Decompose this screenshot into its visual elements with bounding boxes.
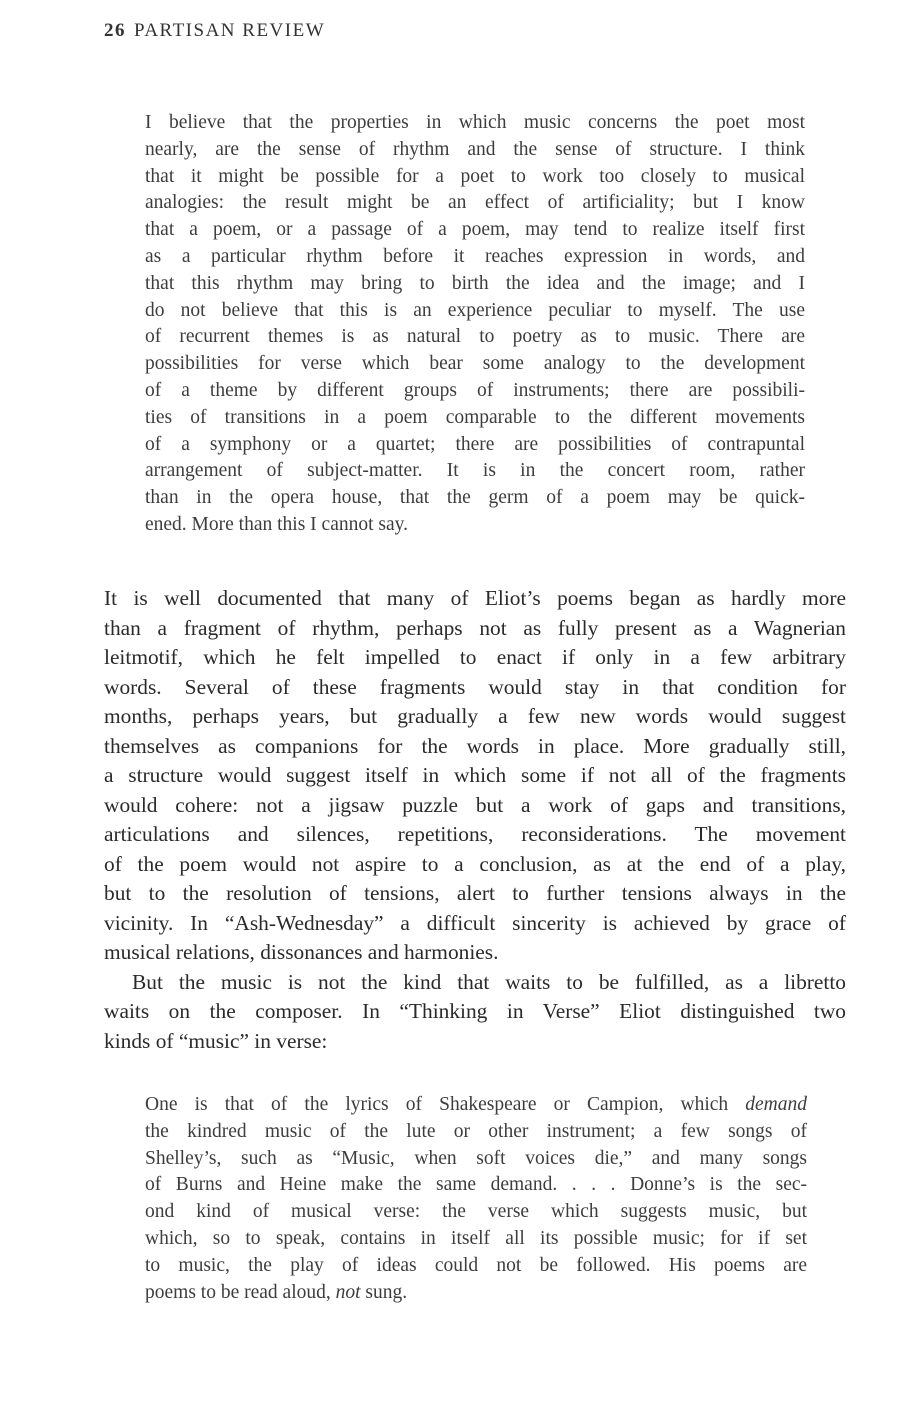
running-head: [104, 20, 325, 42]
body-line: themselves as companions for the words in place. More gradually still,: [104, 733, 846, 758]
quote-line: of Burns and Heine make the same demand. . . . Donne’s is the sec-: [145, 1174, 807, 1196]
block-quote-2: [145, 1092, 807, 1306]
quote-line: [145, 1280, 807, 1307]
quote-line: analogies: the result might be an effect of artificiality; but I know: [145, 192, 805, 214]
quote-line: that it might be possible for a poet to work too closely to musical: [145, 165, 805, 187]
body-line: than a fragment of rhythm, perhaps not as fully present as a Wagnerian: [104, 615, 846, 640]
body-line: words. Several of these fragments would stay in that condition for: [104, 674, 846, 699]
body-line: but to the resolution of tensions, alert to further tensions always in the: [104, 881, 846, 905]
quote-text: sung.: [360, 1281, 408, 1303]
quote-line: which, so to speak, contains in itself all its possible music; for if set: [145, 1227, 807, 1249]
quote-line: ties of transitions in a poem comparable to the different movements: [145, 406, 805, 428]
body-line: would cohere: not a jigsaw puzzle but a work of gaps and transitions,: [104, 792, 846, 817]
body-text: [104, 584, 846, 1056]
quote-text: One is that of the lyrics of Shakespeare or Campion, which: [145, 1094, 746, 1115]
body-line: vicinity. In “Ash-Wednesday” a difficult sincerity is achieved by grace of: [104, 910, 846, 935]
quote-line: do not believe that this is an experience peculiar to myself. The use: [145, 299, 805, 321]
body-line: It is well documented that many of Eliot’s poems began as hardly more: [104, 586, 846, 610]
quote-line: that a poem, or a passage of a poem, may tend to realize itself first: [145, 219, 805, 241]
block-quote-1: [145, 110, 805, 539]
quote-line: of a symphony or a quartet; there are possibilities of contrapuntal: [145, 433, 805, 455]
emphasis-demand: demand: [745, 1094, 807, 1115]
body-line: musical relations, dissonances and harmonies.: [104, 940, 499, 964]
body-line: a structure would suggest itself in which some if not all of the fragments: [104, 763, 846, 787]
quote-line: as a particular rhythm before it reaches expression in words, and: [145, 245, 805, 267]
quote-line: than in the opera house, that the germ of a poem may be quick-: [145, 487, 805, 509]
body-line: of the poem would not aspire to a conclusion, as at the end of a play,: [104, 851, 846, 876]
quote-text: poems to be read aloud,: [145, 1281, 336, 1303]
body-line: kinds of “music” in verse:: [104, 1028, 328, 1053]
quote-line: Shelley’s, such as “Music, when soft voices die,” and many songs: [145, 1147, 807, 1169]
quote-line: ened. More than this I cannot say.: [145, 513, 408, 535]
body-line: articulations and silences, repetitions, reconsiderations. The movement: [104, 822, 846, 846]
body-line: months, perhaps years, but gradually a few new words would suggest: [104, 704, 846, 728]
quote-line: of recurrent themes is as natural to poetry as to music. There are: [145, 326, 805, 348]
quote-line: possibilities for verse which bear some analogy to the development: [145, 353, 805, 375]
quote-line: of a theme by different groups of instruments; there are possibili-: [145, 379, 805, 401]
quote-line: to music, the play of ideas could not be followed. His poems are: [145, 1254, 807, 1276]
quote-line: arrangement of subject-matter. It is in the concert room, rather: [145, 460, 805, 482]
quote-line: that this rhythm may bring to birth the idea and the image; and I: [145, 272, 805, 294]
body-line: waits on the composer. In “Thinking in Verse” Eliot distinguished two: [104, 999, 846, 1023]
quote-line: nearly, are the sense of rhythm and the sense of structure. I think: [145, 138, 805, 160]
quote-line: I believe that the properties in which music concerns the poet most: [145, 112, 805, 133]
quote-line: [145, 1092, 807, 1119]
quote-line: the kindred music of the lute or other instrument; a few songs of: [145, 1120, 807, 1142]
page-number: 26: [104, 20, 126, 41]
emphasis-not: not: [335, 1281, 361, 1303]
quote-line: ond kind of musical verse: the verse which suggests music, but: [145, 1201, 807, 1223]
journal-title: PARTISAN REVIEW: [134, 20, 326, 41]
body-line: But the music is not the kind that waits to be fulfilled, as a libretto: [132, 969, 846, 994]
body-line: leitmotif, which he felt impelled to enact if only in a few arbitrary: [104, 645, 846, 669]
